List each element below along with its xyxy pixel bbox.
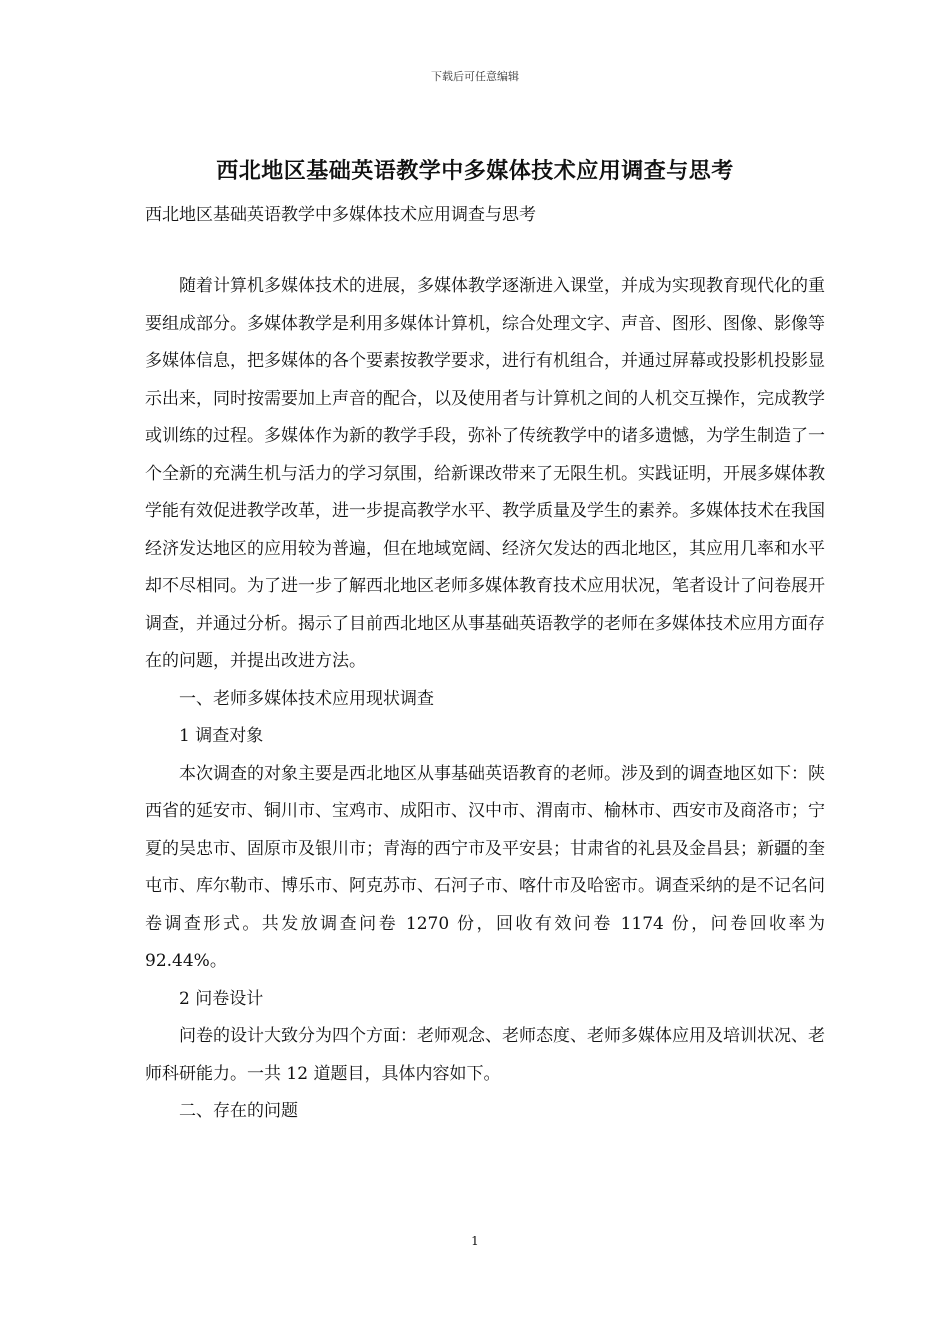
section-heading-problems: 二、存在的问题	[179, 1101, 298, 1121]
questionnaire-paragraph: 问卷的设计大致分为四个方面：老师观念、老师态度、老师多媒体应用及培训状况、老师科研能力。一共 12 道题目，具体内容如下。	[145, 1026, 825, 1084]
document-title: 西北地区基础英语教学中多媒体技术应用调查与思考	[216, 158, 734, 184]
header-note: 下载后可任意编辑	[431, 70, 519, 83]
document-subtitle: 西北地区基础英语教学中多媒体技术应用调查与思考	[145, 205, 536, 225]
page-number: 1	[471, 1234, 479, 1248]
subsection-heading-subjects: 1 调查对象	[179, 726, 264, 746]
subjects-paragraph: 本次调查的对象主要是西北地区从事基础英语教育的老师。涉及到的调查地区如下：陕西省的延安市、铜川市、宝鸡市、成阳市、汉中市、渭南市、榆林市、西安市及商洛市；宁夏的吴忠市、固原市及银川市；青海的西宁市及平安县；甘肃省的礼县及金昌县；新疆的奎屯市、库尔勒市、博乐市、阿克苏市、石河子市、喀什市及哈密市。调查采纳的是不记名问卷调查形式。共发放调查问卷 1270 份，回收有效问卷 1174 份，问卷回收率为 92.44%。	[145, 763, 825, 971]
subsection-heading-questionnaire: 2 问卷设计	[179, 988, 264, 1009]
section-heading-survey: 一、老师多媒体技术应用现状调查	[179, 688, 434, 709]
document-body	[145, 268, 825, 1131]
intro-paragraph: 随着计算机多媒体技术的进展，多媒体教学逐渐进入课堂，并成为实现教育现代化的重要组成部分。多媒体教学是利用多媒体计算机，综合处理文字、声音、图形、图像、影像等多媒体信息，把多媒体的各个要素按教学要求，进行有机组合，并通过屏幕或投影机投影显示出来，同时按需要加上声音的配合，以及使用者与计算机之间的人机交互操作，完成教学或训练的过程。多媒体作为新的教学手段，弥补了传统教学中的诸多遗憾，为学生制造了一个全新的充满生机与活力的学习氛围，给新课改带来了无限生机。实践证明，开展多媒体教学能有效促进教学改革，进一步提高教学水平、教学质量及学生的素养。多媒体技术在我国经济发达地区的应用较为普遍，但在地域宽阔、经济欠发达的西北地区，其应用几率和水平却不尽相同。为了进一步了解西北地区老师多媒体教育技术应用状况，笔者设计了问卷展开调查，并通过分析。揭示了目前西北地区从事基础英语教学的老师在多媒体技术应用方面存在的问题，并提出改进方法。	[145, 276, 825, 671]
